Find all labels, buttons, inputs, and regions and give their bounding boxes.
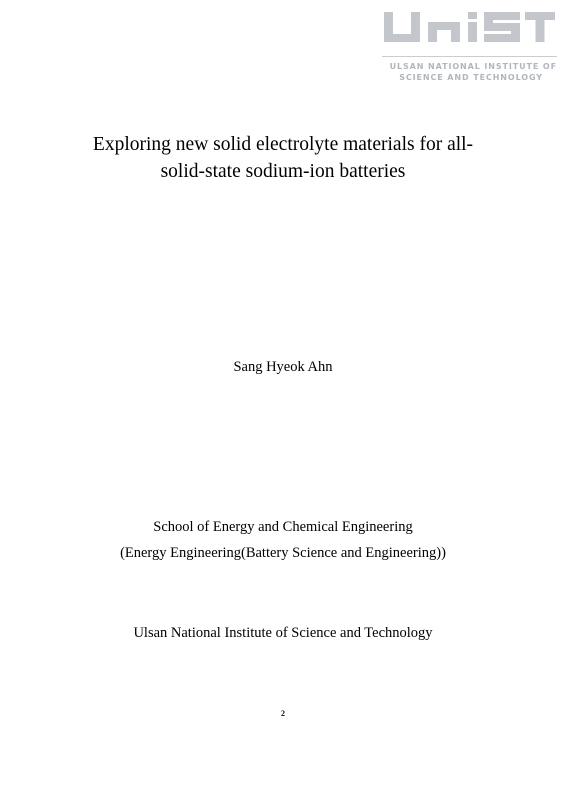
author-name: Sang Hyeok Ahn (233, 359, 333, 375)
thesis-title-line1: Exploring new solid electrolyte materials for all- (92, 134, 474, 155)
logo-subtitle-line1: ULSAN NATIONAL INSTITUTE OF (389, 62, 557, 71)
unist-wordmark-icon (382, 10, 557, 50)
logo-subtitle-line2: SCIENCE AND TECHNOLOGY (399, 73, 543, 82)
department-name: (Energy Engineering(Battery Science and Engineering)) (120, 545, 446, 561)
unist-logo (382, 10, 557, 80)
logo-divider (382, 56, 557, 57)
page-number: 2 (281, 709, 285, 718)
university-name: Ulsan National Institute of Science and Technology (133, 625, 433, 641)
school-name: School of Energy and Chemical Engineering (153, 519, 413, 535)
thesis-title-line2: solid-state sodium-ion batteries (160, 161, 406, 182)
thesis-title (60, 131, 506, 185)
